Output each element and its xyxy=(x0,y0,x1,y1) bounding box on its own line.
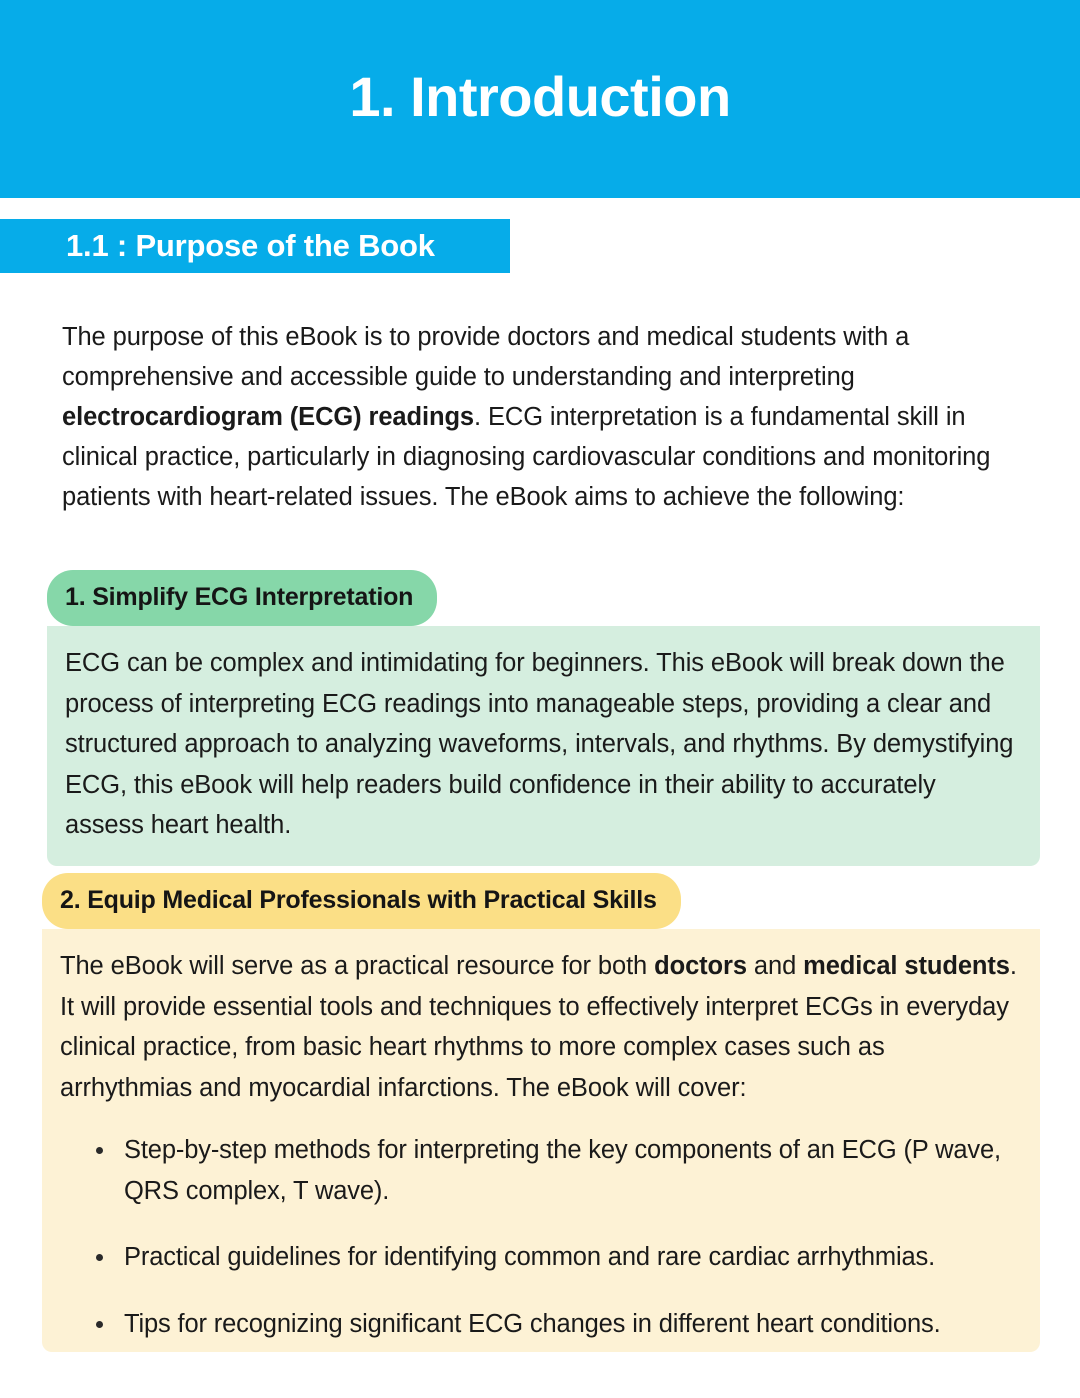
section-title-bar xyxy=(0,219,510,273)
intro-paragraph-bold-term: electrocardiogram (ECG) readings xyxy=(62,402,474,431)
intro-paragraph xyxy=(62,317,1022,517)
section-title-label: 1.1 : Purpose of the Book xyxy=(66,227,435,263)
intro-paragraph-part2: . ECG interpretation is a fundamental skill in clinical practice, particularly in diagnosing cardiovascular conditions and monitoring patients with heart-related issues. The eBook aims to achieve the following: xyxy=(62,402,991,511)
callout-heading-pill-2: 2. Equip Medical Professionals with Practical Skills xyxy=(42,873,681,929)
bullet-dot-icon xyxy=(96,1321,103,1328)
list-item-label: Practical guidelines for identifying common and rare cardiac arrhythmias. xyxy=(124,1243,936,1271)
callout-bullet-list xyxy=(60,1130,1020,1344)
intro-paragraph-part1: The purpose of this eBook is to provide doctors and medical students with a comprehensive and accessible guide to understanding and interpreting xyxy=(62,322,910,391)
callout-body-2-bold-students: medical students xyxy=(803,952,1010,980)
list-item-label: Tips for recognizing significant ECG changes in different heart conditions. xyxy=(124,1309,941,1338)
callout-body-2-part3: . It will provide essential tools and techniques to effectively interpret ECGs in everyday clinical practice, from basic heart rhythms to more complex cases such as arrhythmias and myocardial infarctions. The eBook will cover: xyxy=(60,952,1017,1102)
callout-equip-medical-professionals xyxy=(42,873,1040,1352)
callout-body-1: ECG can be complex and intimidating for beginners. This eBook will break down the process of interpreting ECG readings into manageable steps, providing a clear and structured approach to analyzing waveforms, intervals, and rhythms. By demystifying ECG, this eBook will help readers build confidence in their ability to accurately assess heart health. xyxy=(47,626,1040,866)
list-item xyxy=(96,1237,1010,1278)
callout-heading-pill-1: 1. Simplify ECG Interpretation xyxy=(47,570,437,626)
callout-body-2 xyxy=(42,929,1040,1352)
callout-body-2-bold-doctors: doctors xyxy=(654,952,747,980)
page-title: 1. Introduction xyxy=(349,65,731,128)
list-item xyxy=(96,1130,1010,1211)
list-item xyxy=(96,1304,1010,1345)
bullet-dot-icon xyxy=(96,1254,103,1261)
bullet-dot-icon xyxy=(96,1147,103,1154)
chapter-header-band xyxy=(0,0,1080,198)
callout-simplify-ecg-interpretation xyxy=(47,570,1040,866)
callout-body-2-part2: and xyxy=(746,952,804,980)
callout-body-2-part1: The eBook will serve as a practical resource for both xyxy=(60,952,655,980)
list-item-label: Step-by-step methods for interpreting the key components of an ECG (P wave, QRS complex, T wave). xyxy=(124,1136,1001,1205)
